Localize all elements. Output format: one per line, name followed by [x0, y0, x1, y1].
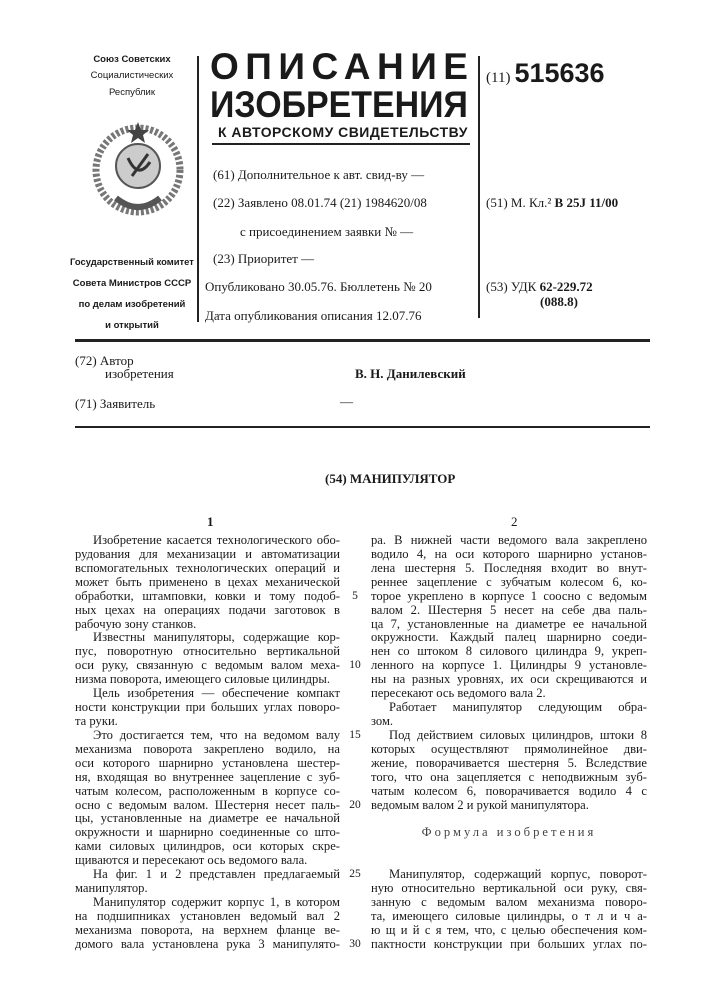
- text-line: ня, входящая во внутреннее зацепление с зуб-: [75, 771, 340, 785]
- invention-title: (54) МАНИПУЛЯТОР: [325, 471, 455, 487]
- text-line: ных цехах на операциях подачи заготовок в: [75, 604, 340, 618]
- text-line: Известны манипуляторы, содержащие кор-: [75, 631, 340, 645]
- text-line: ленного на корпусе 1. Цилиндры 9 установле-: [371, 659, 647, 673]
- text-line: ра. В нижней части ведомого вала закреплено: [371, 534, 647, 548]
- text-line: валом 2. Шестерня 5 несет на себе два паль-: [371, 604, 647, 618]
- text-line: Это достигается тем, что на ведомом валу: [75, 729, 340, 743]
- text-line: рабочую зону станков.: [75, 618, 340, 632]
- field-53-value: 62-229.72: [540, 279, 593, 294]
- column-number: 2: [511, 514, 518, 530]
- applicant-value: —: [340, 394, 353, 410]
- author-label: изобретения: [105, 366, 174, 382]
- org-line: Союз Советских: [70, 54, 194, 65]
- field-22: (22) Заявлено 08.01.74 (21) 1984620/08: [213, 195, 427, 211]
- doc-title-line2: ИЗОБРЕТЕНИЯ: [210, 86, 468, 123]
- text-line: На фиг. 1 и 2 представлен предлагаемый: [75, 868, 340, 882]
- text-line: ю щ и й с я тем, что, с целью обеспечения ком-: [371, 924, 647, 938]
- text-line: [371, 812, 647, 826]
- ussr-emblem-icon: [88, 118, 188, 218]
- text-line: чатым колесом, расположенным в корпусе со-: [75, 785, 340, 799]
- text-line: чатым колесом 6, поворачивается водило 4 с: [371, 785, 647, 799]
- line-number: 20: [343, 799, 367, 813]
- text-line: [371, 840, 647, 854]
- text-line: Работает манипулятор следующим обра-: [371, 701, 647, 715]
- text-line: Манипулятор содержит корпус 1, в котором: [75, 896, 340, 910]
- text-line: рудования для механизации и автоматизации: [75, 548, 340, 562]
- column-number: 1: [207, 514, 214, 530]
- text-line: низма поворота, имеющего силовые цилиндры.: [75, 673, 340, 687]
- line-number: 25: [343, 868, 367, 882]
- text-line: занную с ведомым валом механизма поворо-: [371, 896, 647, 910]
- patent-number: 515636: [514, 58, 604, 88]
- line-number: 30: [343, 938, 367, 952]
- text-line: пересекают ось ведомого вала 2.: [371, 687, 647, 701]
- field-23: (23) Приоритет —: [213, 251, 314, 267]
- text-line: ности конструкции при больших углах поворо-: [75, 701, 340, 715]
- text-column-left: [75, 534, 340, 952]
- text-line: Цель изобретения — обеспечение компакт: [75, 687, 340, 701]
- patent-code: (11): [486, 70, 510, 86]
- text-line: ками силовых цилиндров, оси которых скре-: [75, 840, 340, 854]
- field-51: [486, 195, 618, 211]
- text-line: та, имеющего силовые цилиндры, о т л и ч а-: [371, 910, 647, 924]
- text-line: вспомогательных технологических операций и: [75, 562, 340, 576]
- text-line: на подшипниках установлен ведомый вал 2: [75, 910, 340, 924]
- org-line: Социалистических: [70, 70, 194, 81]
- line-number: 15: [343, 729, 367, 743]
- text-column-right: [371, 534, 647, 952]
- text-line: механизма поворота, на верхнем фланце ве-: [75, 924, 340, 938]
- text-line: может быть применено в цехах механической: [75, 576, 340, 590]
- author-name: В. Н. Данилевский: [355, 366, 466, 382]
- field-attach: с присоединением заявки № —: [240, 224, 413, 240]
- divider: [75, 339, 650, 342]
- text-line: обработки, штамповки, ковки и тому подоб-: [75, 590, 340, 604]
- text-line: зом.: [371, 715, 647, 729]
- text-line: нен со штоком 8 силового цилиндра 9, укреп-: [371, 645, 647, 659]
- divider: [197, 56, 199, 322]
- text-line: [371, 854, 647, 868]
- text-line: ную относительно вертикальной оси руку, свя-: [371, 882, 647, 896]
- text-line: ведомым валом 2 и рукой манипулятора.: [371, 799, 647, 813]
- text-line: Под действием силовых цилиндров, штоки 8: [371, 729, 647, 743]
- applicant-label: (71) Заявитель: [75, 396, 155, 412]
- org-line: Республик: [70, 87, 194, 98]
- text-line: лена шестерня 5. Последняя входит во внут-: [371, 562, 647, 576]
- text-line: ны на разных уровнях, их оси скрещиваются и: [371, 673, 647, 687]
- org-line: и открытий: [70, 320, 194, 331]
- text-line: пус, поворотную относительно вертикальной: [75, 645, 340, 659]
- text-line: пактности конструкции при больших углах по-: [371, 938, 647, 952]
- field-53: [486, 279, 593, 295]
- text-line: окружности. Каждый палец шарнирно соеди-: [371, 631, 647, 645]
- text-line: окружности и шарнирно соединенные со што-: [75, 826, 340, 840]
- text-line: домого вала установлена рука 3 манипулято-: [75, 938, 340, 952]
- text-line: торое укреплено в корпусе 1 соосно с ведомым: [371, 590, 647, 604]
- text-line: которых осуществляют прямолинейное дви-: [371, 743, 647, 757]
- text-line: манипулятор.: [75, 882, 340, 896]
- field-53-sub: (088.8): [540, 294, 578, 310]
- field-61: (61) Дополнительное к авт. свид-ву —: [213, 167, 424, 183]
- field-51-label: (51) М. Кл.²: [486, 195, 555, 210]
- line-number: 5: [343, 590, 367, 604]
- text-line: ца 7, установленные на диаметре ее начальной: [371, 618, 647, 632]
- line-number: 10: [343, 659, 367, 673]
- doc-subtitle: К АВТОРСКОМУ СВИДЕТЕЛЬСТВУ: [218, 124, 468, 140]
- text-line: механизма поворота закреплено водило, на: [75, 743, 340, 757]
- text-line: реннее зацепление с зубчатым колесом 6, ко-: [371, 576, 647, 590]
- text-line: Манипулятор, содержащий корпус, поворот-: [371, 868, 647, 882]
- section-heading: Формула изобретения: [371, 826, 647, 840]
- text-line: осно с ведомым валом. Шестерня несет паль-: [75, 799, 340, 813]
- text-line: щиваются и пересекают ось ведомого вала.: [75, 854, 340, 868]
- field-53-label: (53) УДК: [486, 279, 540, 294]
- text-line: та руки.: [75, 715, 340, 729]
- field-desc-date: Дата опубликования описания 12.07.76: [205, 308, 421, 324]
- field-51-value: B 25J 11/00: [555, 195, 619, 210]
- text-line: цы, установленные на диаметре ее начальной: [75, 812, 340, 826]
- patent-number-block: [486, 58, 605, 89]
- divider: [75, 426, 650, 428]
- text-line: того, что она зацепляется с неподвижным зуб-: [371, 771, 647, 785]
- author-label: (72) Автор: [75, 353, 134, 369]
- org-line: по делам изобретений: [70, 299, 194, 310]
- text-line: жение, поворачивается шестерня 5. Вследствие: [371, 757, 647, 771]
- text-line: Изобретение касается технологического обо-: [75, 534, 340, 548]
- org-line: Государственный комитет: [70, 257, 194, 268]
- divider: [478, 56, 480, 318]
- doc-title-line1: ОПИСАНИЕ: [210, 48, 474, 85]
- org-line: Совета Министров СССР: [70, 278, 194, 289]
- text-line: водило 4, на оси которого шарнирно установ-: [371, 548, 647, 562]
- field-published: Опубликовано 30.05.76. Бюллетень № 20: [205, 279, 432, 295]
- text-line: оси которого шарнирно установлена шестер-: [75, 757, 340, 771]
- divider: [212, 143, 470, 145]
- text-line: оси руку, связанную с ведомым валом меха-: [75, 659, 340, 673]
